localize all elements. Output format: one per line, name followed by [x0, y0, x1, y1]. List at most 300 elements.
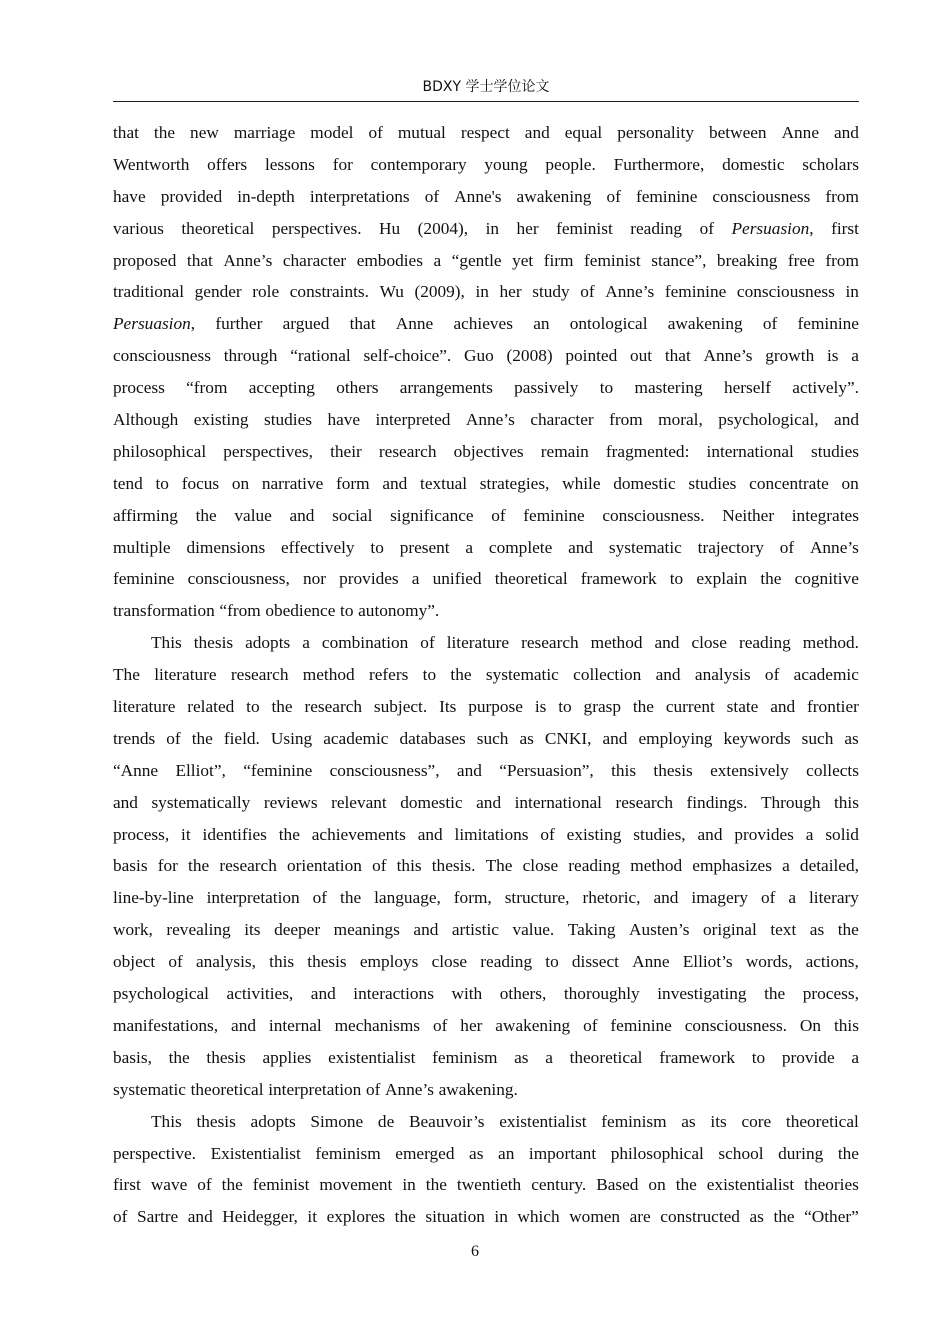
- word: value.: [512, 920, 555, 940]
- word: internal: [268, 1015, 322, 1035]
- word: dissect: [571, 952, 619, 972]
- word: feminine: [635, 186, 698, 206]
- word: textual: [420, 473, 468, 493]
- page-number: 6: [471, 1243, 479, 1260]
- page-header: [113, 76, 859, 102]
- word: this: [833, 1015, 859, 1035]
- word: this: [611, 760, 637, 780]
- word: social: [332, 505, 373, 525]
- text-line: [113, 978, 859, 1010]
- word: twentieth: [456, 1175, 522, 1195]
- word: value: [234, 505, 272, 525]
- word: cognitive: [794, 569, 859, 589]
- word: analysis: [694, 665, 751, 685]
- word: of: [779, 537, 795, 557]
- word: on: [231, 473, 250, 493]
- word: and: [417, 824, 443, 844]
- word: this: [269, 952, 295, 972]
- word: the: [632, 697, 654, 717]
- word: contemporary: [370, 154, 467, 174]
- word: new: [190, 123, 219, 142]
- word: systematically: [151, 792, 251, 812]
- text-line: [113, 563, 859, 595]
- word: databases: [399, 728, 466, 748]
- word: the: [168, 1047, 190, 1067]
- word: explain: [696, 569, 748, 589]
- word: revealing: [166, 920, 231, 940]
- word: consciousness: [736, 282, 835, 302]
- word: a: [782, 856, 790, 876]
- word: process,: [113, 824, 170, 844]
- word: existing: [566, 824, 622, 844]
- word: on: [648, 1175, 666, 1195]
- word: interpretation: [268, 1079, 362, 1099]
- paragraph: [113, 1106, 859, 1234]
- word: and: [834, 410, 859, 430]
- word: identifies: [202, 824, 267, 844]
- word: line-by-line: [113, 888, 194, 908]
- word: in: [494, 1207, 508, 1227]
- word: literature: [113, 697, 176, 717]
- word: situation: [425, 1207, 485, 1227]
- text-line: [113, 755, 859, 787]
- word: traditional: [113, 282, 185, 302]
- word: and: [524, 123, 550, 142]
- word: form: [336, 473, 370, 493]
- text-line: [113, 850, 859, 882]
- word: from: [825, 186, 859, 206]
- text-line: [113, 1201, 859, 1233]
- word: offers: [207, 154, 248, 174]
- word: unified: [432, 569, 482, 589]
- word: core: [741, 1111, 772, 1131]
- word: yet: [512, 250, 534, 270]
- word: Anne’s: [223, 250, 273, 270]
- word: of: [372, 856, 387, 876]
- word: systematic: [485, 665, 559, 685]
- word: Persuasion,: [113, 314, 196, 334]
- word: detailed,: [799, 856, 859, 876]
- word: her: [516, 218, 539, 238]
- word: psychological,: [718, 410, 819, 430]
- word: “Persuasion”,: [499, 760, 594, 780]
- word: as: [749, 1207, 764, 1227]
- word: studies: [263, 410, 312, 430]
- word: feminism: [432, 1047, 498, 1067]
- word: “from: [186, 378, 228, 398]
- word: awakening: [516, 186, 592, 206]
- word: perspective.: [113, 1143, 197, 1163]
- text-line: [113, 500, 859, 532]
- word: focus: [181, 473, 220, 493]
- word: a: [851, 346, 859, 366]
- word: field.: [223, 728, 260, 748]
- word: Anne’s: [465, 410, 515, 430]
- word: consciousness: [113, 346, 211, 366]
- word: significance: [390, 505, 474, 525]
- word: remain: [540, 441, 589, 461]
- word: the: [394, 1207, 416, 1227]
- word: meanings: [333, 920, 400, 940]
- word: Existentialist: [210, 1143, 301, 1163]
- word: argued: [282, 314, 330, 334]
- word: feminist: [556, 218, 613, 238]
- word: Heidegger,: [222, 1207, 298, 1227]
- word: research: [615, 792, 673, 812]
- word: work,: [113, 920, 153, 940]
- word: her: [499, 282, 522, 302]
- text-line: [113, 882, 859, 914]
- word: of: [368, 123, 383, 142]
- word: research: [521, 633, 579, 653]
- word: growth: [765, 346, 815, 366]
- word: theories: [804, 1175, 859, 1195]
- word: such: [476, 728, 509, 748]
- word: This: [151, 633, 182, 653]
- word: studies: [688, 473, 737, 493]
- word: basis: [113, 856, 148, 876]
- word: method: [630, 856, 683, 876]
- word: feminine: [523, 505, 585, 525]
- word: a: [805, 824, 814, 844]
- word: and: [476, 792, 502, 812]
- word: orientation: [287, 856, 362, 876]
- word: theoretical: [494, 569, 568, 589]
- word: international: [514, 792, 602, 812]
- word: state: [726, 697, 759, 717]
- word: that: [664, 346, 691, 366]
- word: “gentle: [451, 250, 502, 270]
- text-line: [113, 245, 859, 277]
- word: people.: [545, 154, 596, 174]
- word: a: [545, 1047, 553, 1067]
- word: feminism: [601, 1111, 667, 1131]
- word: research: [304, 697, 363, 717]
- word: basis,: [113, 1047, 152, 1067]
- word: the: [764, 984, 786, 1004]
- word: On: [799, 1015, 822, 1035]
- word: of: [312, 888, 328, 908]
- word: literature: [446, 633, 510, 653]
- word: actions,: [805, 952, 859, 972]
- word: breaking: [716, 250, 778, 270]
- word: This: [151, 1111, 182, 1131]
- word: in: [475, 282, 489, 302]
- word: feminine: [664, 282, 727, 302]
- word: studies: [810, 441, 859, 461]
- word: domestic: [400, 792, 463, 812]
- word: its: [710, 1111, 727, 1131]
- word: wave: [150, 1175, 188, 1195]
- word: academic: [793, 665, 859, 685]
- word: the: [425, 1175, 447, 1195]
- word: consciousness.: [684, 1015, 787, 1035]
- word: effectively: [281, 537, 355, 557]
- text-line: [113, 404, 859, 436]
- word: existing: [193, 410, 249, 430]
- word: reviews: [263, 792, 318, 812]
- word: emphasizes: [692, 856, 772, 876]
- word: interpretations: [309, 186, 410, 206]
- word: and: [231, 1015, 256, 1035]
- word: to: [545, 952, 559, 972]
- word: feminine: [113, 569, 175, 589]
- word: reading: [480, 952, 533, 972]
- word: the: [271, 697, 293, 717]
- word: analysis,: [195, 952, 256, 972]
- word: of: [762, 314, 778, 334]
- word: the: [760, 569, 782, 589]
- word: consciousness.: [602, 505, 705, 525]
- word: such: [801, 728, 834, 748]
- word: is: [534, 697, 547, 717]
- word: research: [378, 441, 437, 461]
- word: findings.: [686, 792, 748, 812]
- paragraph: [113, 117, 859, 627]
- text-line: [113, 213, 859, 245]
- word: that: [113, 123, 139, 142]
- word: theoretical: [190, 1079, 264, 1099]
- word: in: [845, 282, 859, 302]
- word: existentialist: [499, 1111, 587, 1131]
- word: Anne: [781, 123, 819, 142]
- word: frontier: [807, 697, 859, 717]
- paragraph: [113, 627, 859, 1105]
- word: it: [181, 824, 191, 844]
- word: multiple: [113, 537, 171, 557]
- word: equal: [564, 123, 603, 142]
- word: concentrate: [749, 473, 829, 493]
- word: consciousness,: [187, 569, 290, 589]
- word: original: [703, 920, 757, 940]
- word: pointed: [565, 346, 618, 366]
- word: close: [522, 856, 559, 876]
- word: grasp: [583, 697, 621, 717]
- word: Simone: [310, 1111, 364, 1131]
- word: and: [697, 824, 723, 844]
- word: constructed: [660, 1207, 740, 1227]
- word: process: [113, 378, 165, 398]
- text-line: [113, 914, 859, 946]
- word: through: [223, 346, 278, 366]
- word: of: [166, 728, 181, 748]
- word: (2008): [506, 346, 553, 366]
- word: adopts: [250, 1111, 296, 1131]
- word: is: [827, 346, 839, 366]
- word: reading: [568, 856, 621, 876]
- word: awakening: [667, 314, 743, 334]
- word: existentialist: [706, 1175, 795, 1195]
- word: firm: [543, 250, 574, 270]
- word: “Other”: [804, 1207, 859, 1227]
- word: feminist: [252, 1175, 310, 1195]
- word: framework: [659, 1047, 735, 1067]
- word: century.: [531, 1175, 587, 1195]
- word: during: [778, 1143, 824, 1163]
- word: Anne: [395, 314, 434, 334]
- word: dimensions: [186, 537, 266, 557]
- word: that: [186, 250, 213, 270]
- word: accepting: [248, 378, 315, 398]
- word: investigating: [657, 984, 747, 1004]
- text-line: [113, 946, 859, 978]
- word: Through: [760, 792, 821, 812]
- text-line: [113, 149, 859, 181]
- word: first: [113, 1175, 141, 1195]
- word: to: [599, 378, 614, 398]
- word: language,: [374, 888, 441, 908]
- word: awakening: [495, 1015, 571, 1035]
- text-line: [113, 276, 859, 308]
- text-line: [113, 1010, 859, 1042]
- word: the: [773, 1207, 795, 1227]
- word: Anne’s: [809, 537, 859, 557]
- word: this: [396, 856, 422, 876]
- word: actively”.: [792, 378, 859, 398]
- word: to: [246, 697, 260, 717]
- word: Anne: [632, 952, 670, 972]
- word: Elliot”,: [175, 760, 226, 780]
- word: of: [432, 1015, 448, 1035]
- word: of: [583, 1015, 598, 1035]
- text-line: [113, 595, 859, 627]
- word: academic: [323, 728, 389, 748]
- text-line: [113, 532, 859, 564]
- word: consciousness”,: [329, 760, 440, 780]
- word: herself: [723, 378, 771, 398]
- word: Guo: [464, 346, 494, 366]
- word: employs: [359, 952, 419, 972]
- word: literary: [809, 888, 859, 908]
- word: reading: [738, 633, 791, 653]
- word: others,: [499, 984, 547, 1004]
- word: transformation: [113, 601, 215, 621]
- word: imagery: [691, 888, 749, 908]
- text-line: [113, 627, 859, 659]
- word: feminism: [315, 1143, 381, 1163]
- word: the: [340, 888, 362, 908]
- word: in: [402, 1175, 416, 1195]
- word: women: [569, 1207, 621, 1227]
- word: research: [219, 856, 277, 876]
- word: (2004),: [417, 218, 469, 238]
- word: the: [837, 1143, 859, 1163]
- word: from: [825, 250, 859, 270]
- word: school: [718, 1143, 764, 1163]
- word: character: [282, 250, 347, 270]
- word: stance”,: [651, 250, 707, 270]
- word: study: [532, 282, 570, 302]
- word: of: [491, 505, 506, 525]
- word: theoretical: [569, 1047, 643, 1067]
- word: artistic: [451, 920, 499, 940]
- word: Wentworth: [113, 154, 190, 174]
- word: subject.: [373, 697, 428, 717]
- word: relevant: [331, 792, 387, 812]
- word: affirming: [113, 505, 178, 525]
- word: on: [841, 473, 859, 493]
- word: rhetoric,: [582, 888, 641, 908]
- word: object: [113, 952, 156, 972]
- word: Beauvoir’s: [408, 1111, 485, 1131]
- word: de: [377, 1111, 395, 1131]
- text-line: [113, 787, 859, 819]
- word: systematic: [608, 537, 682, 557]
- word: “rational: [290, 346, 351, 366]
- word: method: [590, 633, 643, 653]
- word: Hu: [379, 218, 401, 238]
- word: important: [528, 1143, 597, 1163]
- word: character: [530, 410, 594, 430]
- text-line: [113, 1169, 859, 1201]
- word: keywords: [723, 728, 791, 748]
- word: and: [456, 760, 482, 780]
- text-line: [113, 691, 859, 723]
- word: it: [307, 1207, 318, 1227]
- word: and: [654, 633, 680, 653]
- word: and: [413, 920, 439, 940]
- word: mechanisms: [334, 1015, 421, 1035]
- word: proposed: [113, 250, 177, 270]
- word: international: [706, 441, 794, 461]
- word: Taking: [567, 920, 616, 940]
- word: and: [113, 792, 138, 812]
- word: and: [187, 1207, 213, 1227]
- word: and: [602, 728, 628, 748]
- word: philosophical: [610, 1143, 704, 1163]
- word: the: [837, 920, 859, 940]
- word: method: [302, 665, 355, 685]
- word: from: [609, 410, 643, 430]
- word: as: [469, 1143, 484, 1163]
- word: emerged: [395, 1143, 455, 1163]
- word: Elliot’s: [682, 952, 733, 972]
- word: Based: [596, 1175, 639, 1195]
- word: related: [187, 697, 235, 717]
- word: the: [153, 123, 176, 142]
- word: manifestations,: [113, 1015, 219, 1035]
- word: The: [113, 665, 140, 685]
- word: “Anne: [113, 760, 159, 780]
- word: thesis.: [431, 856, 476, 876]
- text-line: [113, 372, 859, 404]
- word: collects: [806, 760, 859, 780]
- word: feminine: [610, 1015, 672, 1035]
- word: existentialist: [328, 1047, 416, 1067]
- word: extensively: [710, 760, 789, 780]
- word: to: [669, 569, 684, 589]
- word: thesis: [193, 633, 234, 653]
- word: reading: [630, 218, 683, 238]
- word: domestic: [722, 154, 785, 174]
- word: domestic: [613, 473, 676, 493]
- word: to: [422, 665, 437, 685]
- word: applies: [262, 1047, 312, 1067]
- word: in: [485, 218, 500, 238]
- word: Neither: [722, 505, 775, 525]
- word: embodies: [356, 250, 423, 270]
- word: Persuasion,: [731, 218, 814, 238]
- word: awakening.: [438, 1079, 518, 1099]
- text-line: [113, 1074, 859, 1106]
- word: movement: [319, 1175, 393, 1195]
- word: thesis: [196, 1111, 236, 1131]
- word: that: [349, 314, 376, 334]
- word: theoretical: [785, 1111, 859, 1131]
- word: the: [195, 505, 217, 525]
- text-line: [113, 308, 859, 340]
- word: and: [289, 505, 315, 525]
